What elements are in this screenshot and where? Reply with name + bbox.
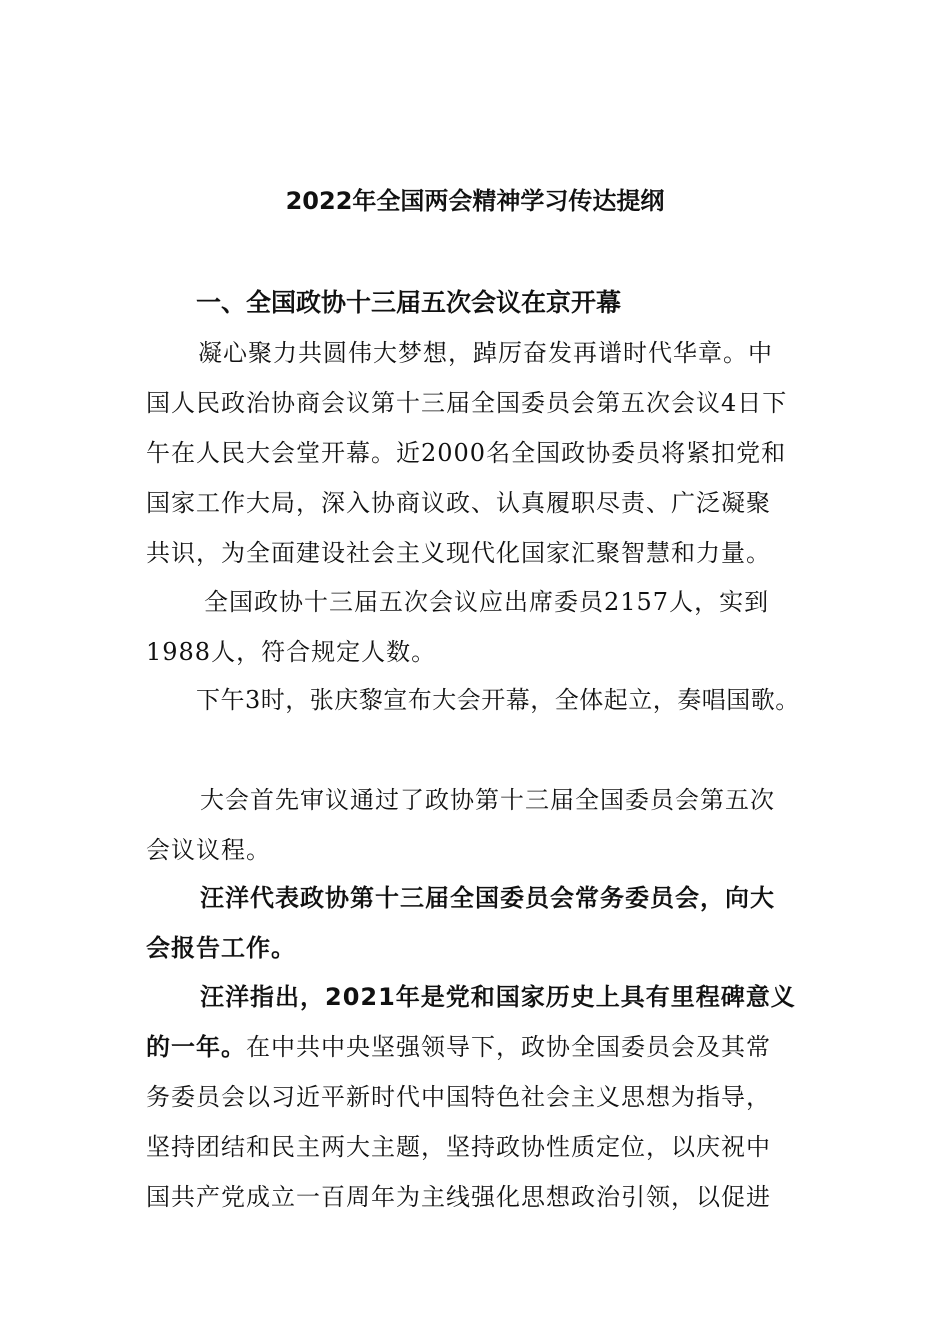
text-line-bold: 汪洋指出，2021年是党和国家历史上具有里程碑意义 [200,983,796,1011]
text-line: 全国政协十三届五次会议应出席委员2157人，实到 [204,588,770,616]
text-bold-segment: 的一年。 [146,1033,246,1061]
text-line: 国人民政治协商会议第十三届全国委员会第五次会议4日下 [146,389,788,417]
paragraph-wang-yang-remarks [146,972,816,1222]
text-line: 凝心聚力共圆伟大梦想，踔厉奋发再谱时代华章。中 [198,339,773,367]
paragraph-work-report [146,873,816,973]
text-line: 1988人，符合规定人数。 [146,638,437,666]
text-line: 午在人民大会堂开幕。近2000名全国政协委员将紧扣党和 [146,439,787,467]
text-line: 下午3时，张庆黎宣布大会开幕，全体起立，奏唱国歌。 [196,686,800,714]
section-heading: 一、全国政协十三届五次会议在京开幕 [196,288,622,317]
text-segment: 在中共中央坚强领导下，政协全国委员会及其常 [246,1033,771,1061]
text-line: 会议议程。 [146,836,271,864]
text-line: 共识，为全面建设社会主义现代化国家汇聚智慧和力量。 [146,539,771,567]
text-line: 会报告工作。 [146,934,296,962]
text-line: 汪洋代表政协第十三届全国委员会常务委员会，向大 [200,884,775,912]
text-line: 大会首先审议通过了政协第十三届全国委员会第五次 [200,786,775,814]
text-line: 坚持团结和民主两大主题，坚持政协性质定位，以庆祝中 [146,1133,771,1161]
paragraph-agenda [146,775,816,875]
text-line: 国共产党成立一百周年为主线强化思想政治引领，以促进 [146,1183,771,1211]
text-line: 务委员会以习近平新时代中国特色社会主义思想为指导， [146,1083,771,1111]
paragraph-attendance [146,577,816,677]
paragraph-opening-ceremony [146,675,836,725]
paragraph-opening [146,328,816,578]
text-line: 国家工作大局，深入协商议政、认真履职尽责、广泛凝聚 [146,489,771,517]
document-title: 2022年全国两会精神学习传达提纲 [285,187,665,215]
